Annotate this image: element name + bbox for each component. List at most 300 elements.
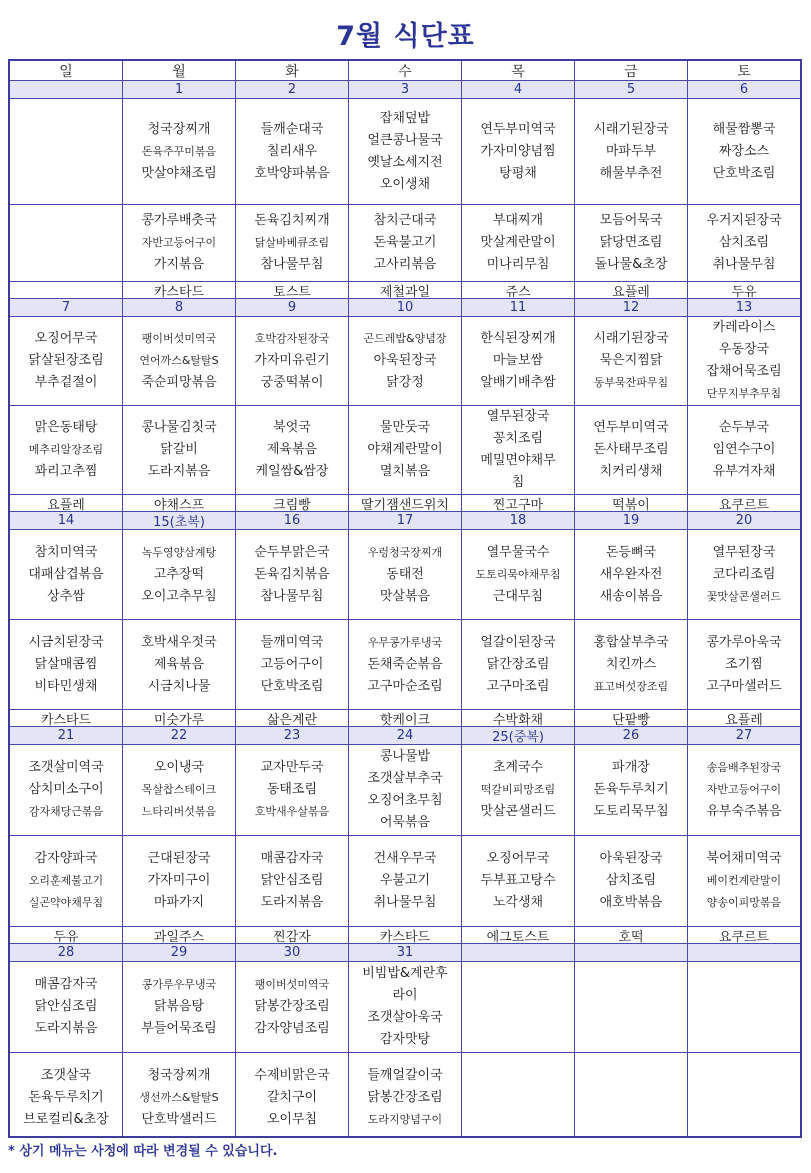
date-label: 2 <box>287 82 297 97</box>
date-label: 16 <box>283 513 301 528</box>
menu-cell <box>236 99 349 204</box>
menu-item: 맑은동태탕 <box>34 420 98 435</box>
weekday-label: 수 <box>398 63 412 80</box>
menu-item: 연두부미역국 <box>480 121 556 137</box>
snack-cell <box>349 495 462 511</box>
date-cell <box>688 81 800 98</box>
menu-item: 돈육불고기 <box>373 235 437 250</box>
menu-cell <box>236 406 349 494</box>
menu-item: 열무된장국 <box>712 544 776 560</box>
menu-item: 시금치된장국 <box>28 634 104 650</box>
menu-item: 야채계란말이 <box>367 442 443 457</box>
menu-cell <box>123 620 236 709</box>
menu-item: 유부겨자채 <box>712 464 776 479</box>
menu-item: 우동장국 <box>718 342 770 357</box>
snack-item: 딸기잼샌드위치 <box>361 497 449 511</box>
menu-cell <box>123 745 236 835</box>
snack-cell <box>688 282 800 298</box>
menu-item: 탕평채 <box>499 165 537 181</box>
menu-item: 오이고추무침 <box>141 588 217 604</box>
snack-item: 요쿠르트 <box>718 929 770 943</box>
date-label: 19 <box>622 513 640 528</box>
menu-cell <box>349 962 462 1052</box>
menu-item: 조기찜 <box>725 656 763 672</box>
menu-items <box>480 848 555 914</box>
menu-items <box>254 119 329 185</box>
menu-item: 비타민생채 <box>34 678 98 694</box>
menu-item: 닭볶음탕 <box>153 999 205 1014</box>
menu-item: 돈육김치볶음 <box>254 566 330 582</box>
menu-item: 팽이버섯미역국 <box>254 978 330 991</box>
menu-items <box>254 210 329 276</box>
menu-item: 메추리알장조림 <box>28 443 104 456</box>
date-cell <box>349 727 462 744</box>
date-cell <box>688 299 800 316</box>
menu-items <box>142 757 216 823</box>
menu-cell <box>575 205 688 281</box>
menu-cell <box>688 99 800 204</box>
weekday-header-tue <box>236 61 349 80</box>
menu-cell <box>123 205 236 281</box>
menu-item: 들깨얼갈이국 <box>367 1068 443 1083</box>
menu-item: 돈육두루치기 <box>28 1090 104 1105</box>
date-cell <box>10 727 123 744</box>
menu-items <box>480 406 555 494</box>
week-2-meal2-row <box>10 406 800 495</box>
menu-item: 가자미양념찜 <box>480 143 556 159</box>
menu-item: 들깨미역국 <box>260 634 324 650</box>
menu-item: 취나물무침 <box>712 257 776 272</box>
weekday-label: 목 <box>511 63 525 80</box>
menu-item: 해물짬뽕국 <box>712 121 776 137</box>
week-2-snack-row <box>10 495 800 512</box>
date-label: 3 <box>400 82 410 97</box>
menu-item: 라이 <box>392 988 418 1003</box>
menu-item: 짜장소스 <box>718 143 770 159</box>
date-label: 23 <box>283 728 301 743</box>
menu-item: 돈육김치찌개 <box>254 213 330 228</box>
menu-items <box>254 328 329 394</box>
menu-items <box>480 757 555 823</box>
menu-item: 멸치볶음 <box>379 464 431 479</box>
menu-item: 오징어무국 <box>486 851 550 866</box>
menu-item: 건새우무국 <box>373 851 437 866</box>
menu-items <box>595 210 668 276</box>
date-label: 25(중복) <box>492 730 544 744</box>
menu-item: 얼갈이된장국 <box>480 634 556 650</box>
date-label: 22 <box>170 728 188 743</box>
menu-item: 묵은지찜닭 <box>599 353 663 368</box>
menu-cell <box>349 406 462 494</box>
menu-item: 제육볶음 <box>266 442 318 457</box>
menu-cell <box>236 317 349 405</box>
menu-items <box>23 1065 109 1131</box>
menu-item: 닭갈비 <box>160 442 198 457</box>
date-cell <box>236 299 349 316</box>
menu-item: 단호박조림 <box>712 165 776 181</box>
menu-cell <box>349 205 462 281</box>
menu-item: 카레라이스 <box>712 320 776 335</box>
menu-cell <box>575 406 688 494</box>
menu-item: 우렁청국장찌개 <box>367 545 443 559</box>
menu-item: 감자채당근볶음 <box>28 805 104 818</box>
menu-item: 매콤감자국 <box>34 977 98 992</box>
date-cell <box>123 299 236 316</box>
menu-items <box>368 542 442 608</box>
menu-items <box>480 632 555 698</box>
weekday-label: 일 <box>59 63 73 80</box>
menu-items <box>364 328 447 394</box>
menu-item: 돌나물&초장 <box>594 257 668 272</box>
menu-items <box>141 542 216 608</box>
menu-item: 참치미역국 <box>34 544 98 560</box>
menu-item: 감자양념조림 <box>254 1021 330 1036</box>
menu-cell <box>575 317 688 405</box>
menu-item: 마파가지 <box>153 895 205 910</box>
menu-cell <box>123 530 236 619</box>
menu-item: 단호박조림 <box>260 678 324 694</box>
menu-item: 대패삼겹볶음 <box>28 566 104 582</box>
menu-items <box>254 542 329 608</box>
date-label: 15(초복) <box>153 515 205 529</box>
date-cell <box>349 81 462 98</box>
menu-item: 돈등뼈국 <box>605 544 657 560</box>
menu-item: 팽이버섯미역국 <box>141 332 217 345</box>
menu-item: 단무지부추무침 <box>706 387 782 400</box>
menu-items <box>593 328 668 394</box>
menu-items <box>141 974 216 1040</box>
menu-item: 제육볶음 <box>153 656 205 672</box>
menu-cell <box>123 99 236 204</box>
menu-item: 북어채미역국 <box>706 851 782 866</box>
date-cell <box>688 512 800 529</box>
menu-item: 열무된장국 <box>486 409 550 424</box>
menu-cell <box>688 205 800 281</box>
snack-item: 삶은계란 <box>266 712 318 726</box>
date-label: 31 <box>396 945 414 960</box>
date-label: 5 <box>626 82 636 97</box>
menu-item: 우무콩가루냉국 <box>367 635 443 649</box>
menu-item: 부추겉절이 <box>34 375 98 390</box>
snack-item: 쥬스 <box>505 284 531 298</box>
menu-items <box>593 119 668 185</box>
snack-cell <box>349 710 462 726</box>
menu-item: 콩나물김칫국 <box>141 420 217 435</box>
menu-item: 맛살계란말이 <box>480 235 556 250</box>
menu-item: 돈채죽순볶음 <box>367 656 443 672</box>
menu-item: 오이생채 <box>379 176 431 192</box>
menu-cell <box>236 205 349 281</box>
week-1-meal2-row <box>10 205 800 282</box>
menu-item: 호박감자된장국 <box>254 332 330 345</box>
menu-cell <box>688 1053 800 1138</box>
menu-item: 자반고등어구이 <box>706 783 782 796</box>
menu-cell <box>462 205 575 281</box>
snack-cell <box>575 495 688 511</box>
date-label: 1 <box>174 82 184 97</box>
snack-item: 두유 <box>731 284 757 298</box>
weekday-label: 월 <box>172 63 186 80</box>
week-2-dates-row <box>10 299 800 317</box>
menu-cell <box>575 530 688 619</box>
menu-item: 참나물무침 <box>260 588 324 604</box>
menu-items <box>141 417 216 483</box>
menu-cell <box>688 317 800 405</box>
menu-items <box>256 417 329 483</box>
date-label: 24 <box>396 728 414 743</box>
menu-item: 치킨까스 <box>605 656 657 672</box>
menu-cell <box>123 836 236 926</box>
snack-item: 수박화채 <box>492 712 544 726</box>
menu-cell <box>236 1053 349 1138</box>
menu-items <box>374 210 437 276</box>
snack-cell <box>462 710 575 726</box>
snack-item: 카스타드 <box>379 929 431 943</box>
menu-item: 떡갈비피망조림 <box>480 783 556 796</box>
weekday-label: 금 <box>624 63 638 80</box>
date-cell <box>349 512 462 529</box>
menu-cell <box>349 836 462 926</box>
menu-item: 새송이볶음 <box>599 588 663 604</box>
menu-items <box>713 417 776 483</box>
snack-item: 크림빵 <box>273 497 311 511</box>
menu-item: 감자맛탕 <box>379 1032 431 1047</box>
menu-cell <box>349 530 462 619</box>
menu-item: 도토리묵야채무침 <box>475 567 561 581</box>
snack-cell <box>123 495 236 511</box>
menu-cell <box>688 745 800 835</box>
menu-cell <box>688 836 800 926</box>
date-cell <box>10 81 123 98</box>
weekday-header-wed <box>349 61 462 80</box>
date-label: 21 <box>57 728 75 743</box>
date-label: 8 <box>174 300 184 315</box>
snack-item: 떡볶이 <box>612 497 650 511</box>
menu-item: 갈치구이 <box>266 1090 318 1105</box>
menu-item: 교자만두국 <box>260 760 324 775</box>
week-2-meal1-row <box>10 317 800 406</box>
snack-item: 미숫가루 <box>153 712 205 726</box>
menu-item: 마늘보쌈 <box>492 353 544 368</box>
menu-cell <box>10 836 123 926</box>
menu-cell <box>236 530 349 619</box>
menu-item: 청국장찌개 <box>147 1068 211 1083</box>
snack-cell <box>462 495 575 511</box>
menu-item: 베이컨계란말이 <box>706 874 782 887</box>
menu-item: 고사리볶음 <box>373 257 437 272</box>
menu-item: 코다리조림 <box>712 566 776 582</box>
menu-item: 맛살야채조림 <box>141 165 217 181</box>
date-cell <box>575 944 688 961</box>
menu-item: 표고버섯장조림 <box>593 679 669 693</box>
menu-item: 케일쌈&쌈장 <box>255 464 329 479</box>
menu-item: 가자미유린기 <box>254 353 330 368</box>
date-label: 18 <box>509 513 527 528</box>
snack-item: 요플레 <box>725 712 763 726</box>
menu-item: 알배기배추쌈 <box>480 375 556 390</box>
menu-item: 죽순피망볶음 <box>141 375 217 390</box>
page-title: 7월 식단표 <box>336 21 475 52</box>
menu-items <box>139 1065 218 1131</box>
menu-items <box>28 542 103 608</box>
menu-item: 미나리무침 <box>486 257 550 272</box>
menu-item: 상추쌈 <box>47 588 85 604</box>
snack-cell <box>123 282 236 298</box>
snack-item: 야채스프 <box>153 497 205 511</box>
snack-item: 과일주스 <box>153 929 205 943</box>
date-cell <box>236 727 349 744</box>
date-label: 17 <box>396 513 414 528</box>
week-4-meal1-row <box>10 745 800 836</box>
menu-item: 고구마조림 <box>486 678 550 694</box>
menu-cell <box>10 205 123 281</box>
menu-items <box>367 632 442 698</box>
menu-item: 참나물무침 <box>260 257 324 272</box>
menu-item: 물만둣국 <box>379 420 431 435</box>
snack-cell <box>462 282 575 298</box>
menu-item: 양송이피망볶음 <box>706 896 782 909</box>
menu-item: 가자미구이 <box>147 873 211 888</box>
menu-item: 닭봉간장조림 <box>367 1090 443 1105</box>
date-cell <box>123 944 236 961</box>
week-5-meal1-row <box>10 962 800 1053</box>
menu-item: 오이무침 <box>266 1112 318 1127</box>
date-label: 12 <box>622 300 640 315</box>
date-cell <box>575 81 688 98</box>
menu-item: 임연수구이 <box>712 442 776 457</box>
menu-item: 도라지볶음 <box>34 1021 98 1036</box>
menu-item: 들깨순대국 <box>260 121 324 137</box>
menu-item: 열무물국수 <box>486 544 550 560</box>
menu-items <box>367 108 442 196</box>
menu-item: 조갯살국 <box>40 1068 92 1083</box>
weekday-header-sun <box>10 61 123 80</box>
menu-item: 얼큰콩나물국 <box>367 132 443 148</box>
menu-cell <box>462 745 575 835</box>
menu-cell <box>688 406 800 494</box>
menu-cell <box>10 745 123 835</box>
menu-item: 잡채덮밥 <box>379 110 431 126</box>
menu-item: 닭살매콤찜 <box>34 656 98 672</box>
menu-cell <box>123 317 236 405</box>
menu-items <box>593 417 668 483</box>
menu-cell <box>575 836 688 926</box>
menu-item: 브로컬리&초장 <box>23 1112 109 1127</box>
date-label: 27 <box>735 728 753 743</box>
menu-item: 순두부맑은국 <box>254 544 330 560</box>
menu-item: 궁중떡볶이 <box>260 375 324 390</box>
menu-item: 콩나물밥 <box>379 749 431 764</box>
menu-items <box>475 542 560 608</box>
menu-item: 가지볶음 <box>153 257 205 272</box>
menu-items <box>141 632 216 698</box>
menu-item: 동부묵잔파무침 <box>593 376 669 389</box>
menu-cell <box>236 745 349 835</box>
menu-item: 동태조림 <box>266 782 318 797</box>
menu-item: 콩가루배춧국 <box>141 213 217 228</box>
menu-item: 오이냉국 <box>153 760 205 775</box>
date-label: 4 <box>513 82 523 97</box>
menu-items <box>706 632 781 698</box>
menu-item: 연어까스&탈탈S <box>139 354 219 367</box>
date-cell <box>123 512 236 529</box>
menu-item: 시래기된장국 <box>593 121 669 137</box>
menu-items <box>593 632 668 698</box>
menu-item: 어묵볶음 <box>379 815 431 830</box>
menu-item: 청국장찌개 <box>147 121 211 137</box>
menu-item: 잡채어묵조림 <box>706 364 782 379</box>
menu-cell <box>10 530 123 619</box>
week-5-dates-row <box>10 944 800 962</box>
snack-item: 토스트 <box>273 284 311 298</box>
menu-item: 삼치조림 <box>605 873 657 888</box>
date-cell <box>10 512 123 529</box>
menu-item: 도라지볶음 <box>147 464 211 479</box>
menu-item: 곤드레밥&양념장 <box>363 332 447 345</box>
snack-cell <box>123 927 236 943</box>
menu-cell <box>10 962 123 1052</box>
snack-cell <box>575 927 688 943</box>
snack-item: 요플레 <box>612 284 650 298</box>
menu-items <box>600 542 663 608</box>
snack-cell <box>10 282 123 298</box>
menu-cell <box>688 962 800 1052</box>
snack-cell <box>10 495 123 511</box>
menu-items <box>706 757 781 823</box>
menu-item: 닭당면조림 <box>599 235 663 250</box>
menu-item: 고등어구이 <box>260 656 324 672</box>
menu-items <box>28 632 103 698</box>
menu-item: 단호박샐러드 <box>141 1112 217 1127</box>
menu-item: 초계국수 <box>492 760 544 775</box>
menu-items <box>367 1065 442 1131</box>
snack-item: 카스타드 <box>40 712 92 726</box>
menu-item: 마파두부 <box>605 143 657 159</box>
menu-items <box>29 417 103 483</box>
menu-item: 꽈리고추찜 <box>34 464 98 479</box>
date-cell <box>123 727 236 744</box>
menu-cell <box>349 1053 462 1138</box>
menu-items <box>367 746 442 834</box>
snack-cell <box>236 495 349 511</box>
date-label: 14 <box>57 513 75 528</box>
menu-item: 모듬어묵국 <box>599 213 663 228</box>
date-cell <box>462 512 575 529</box>
week-3-meal2-row <box>10 620 800 710</box>
date-label: 9 <box>287 300 297 315</box>
menu-cell <box>10 99 123 204</box>
menu-item: 조갯살미역국 <box>28 760 104 775</box>
date-cell <box>462 299 575 316</box>
menu-item: 유부숙주볶음 <box>706 804 782 819</box>
menu-item: 꽁치조림 <box>492 431 544 446</box>
menu-items <box>255 757 329 823</box>
date-cell <box>575 727 688 744</box>
menu-item: 근대무침 <box>492 588 544 604</box>
date-cell <box>688 727 800 744</box>
menu-cell <box>462 99 575 204</box>
snack-item: 요플레 <box>47 497 85 511</box>
menu-cell <box>10 620 123 709</box>
menu-item: 순두부국 <box>718 420 770 435</box>
menu-item: 새우완자전 <box>599 566 663 582</box>
menu-item: 북엇국 <box>273 420 311 435</box>
menu-items <box>261 632 324 698</box>
weekday-header-row <box>10 61 800 81</box>
menu-items <box>600 848 663 914</box>
menu-item: 애호박볶음 <box>599 895 663 910</box>
menu-item: 삼치조림 <box>718 235 770 250</box>
